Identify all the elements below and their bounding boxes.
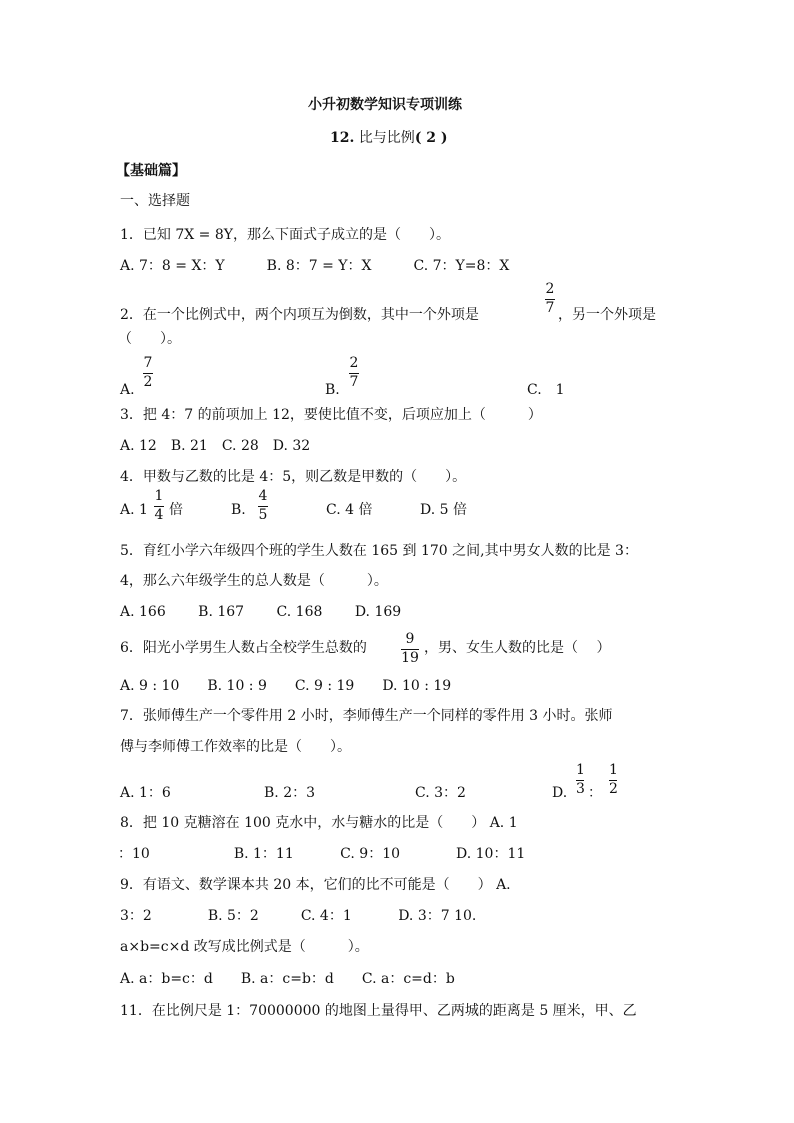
- q2-stem-b: ，另一个外项是: [558, 307, 656, 323]
- q4-optB-num: 4: [258, 488, 268, 504]
- q5-line-1: 5．育红小学六年级四个班的学生人数在 165 到 170 之间,其中男女人数的比是 3：: [120, 543, 638, 559]
- q2-frac-den: 7: [545, 300, 555, 316]
- q2-fraction: [545, 282, 555, 316]
- q4-option-a-label: A. 1: [120, 502, 148, 518]
- q4-optA-den: 4: [154, 507, 164, 523]
- q5-line-2: 4，那么六年级学生的总人数是（ ）。: [120, 573, 388, 589]
- q9-line-1: 9．有语文、数学课本共 20 本，它们的比不可能是（ ） A.: [120, 877, 511, 893]
- q2-option-a-label: A.: [120, 382, 135, 398]
- q2-option-b-fraction: [349, 356, 359, 390]
- q2-optB-den: 7: [349, 374, 359, 390]
- q7-option-b: B. 2：3: [264, 785, 316, 801]
- q7-line-2: 傅与李师傅工作效率的比是（ ）。: [120, 739, 351, 755]
- q4-option-b-label: B.: [231, 502, 246, 518]
- q2-optA-num: 7: [143, 355, 153, 371]
- q4-option-d: D. 5 倍: [420, 502, 467, 518]
- q6-frac-den: 19: [401, 650, 419, 666]
- q7-optD-f1-den: 3: [576, 781, 585, 797]
- q2-optA-den: 2: [143, 374, 153, 390]
- q9-line-2: 3：2 B. 5：2 C. 4：1 D. 3：7 10.: [120, 908, 477, 924]
- q4-option-c: C. 4 倍: [326, 502, 373, 518]
- q1-stem: 1．已知 7X = 8Y，那么下面式子成立的是（ ）。: [120, 227, 451, 243]
- q7-option-a: A. 1：6: [120, 785, 171, 801]
- q2-option-b-label: B.: [325, 382, 340, 398]
- q10-options: A. a：b=c：d B. a：c=b：d C. a：c=d：b: [120, 971, 455, 987]
- q7-option-c: C. 3：2: [415, 785, 466, 801]
- subtitle-paren: ( 2 ): [414, 130, 448, 146]
- section-label: 【基础篇】: [116, 163, 186, 179]
- q3-options: A. 12 B. 21 C. 28 D. 32: [120, 438, 311, 454]
- q2-option-a-fraction: [143, 356, 153, 390]
- page-subtitle: [330, 129, 448, 147]
- q6-stem-b: ，男、女生人数的比是（ ）: [424, 640, 611, 656]
- q2-optB-num: 2: [349, 355, 359, 371]
- q3-stem: 3．把 4：7 的前项加上 12，要使比值不变，后项应加上（ ）: [120, 407, 542, 423]
- q4-option-a-suffix: 倍: [169, 502, 183, 518]
- q7-option-d-fraction-2: [609, 763, 618, 797]
- q10-stem: a×b=c×d 改写成比例式是（ ）。: [120, 939, 369, 955]
- q6-options: A. 9 : 10 B. 10 : 9 C. 9 : 19 D. 10 : 19: [120, 678, 452, 694]
- q6-frac-num: 9: [405, 631, 415, 647]
- q1-options: A. 7：8 = X：Y B. 8：7 = Y：X C. 7：Y=8：X: [120, 258, 510, 274]
- q4-optB-den: 5: [258, 507, 268, 523]
- q8-line-1: 8．把 10 克糖溶在 100 克水中，水与糖水的比是（ ） A. 1: [120, 815, 518, 831]
- q4-option-a-fraction: [154, 489, 164, 523]
- q8-line-2: ：10 B. 1：11 C. 9：10 D. 10：11: [118, 846, 526, 862]
- q2-frac-num: 2: [545, 281, 555, 297]
- q2-stem-c: （ ）。: [118, 331, 181, 347]
- q4-optA-num: 1: [154, 488, 164, 504]
- q2-option-c: C. 1: [527, 382, 565, 398]
- q7-optD-f2-num: 1: [609, 762, 618, 778]
- q7-line-1: 7．张师傅生产一个零件用 2 小时，李师傅生产一个同样的零件用 3 小时。张师: [120, 708, 613, 724]
- q7-optD-f2-den: 2: [609, 781, 618, 797]
- q6-fraction: [401, 632, 419, 666]
- subtitle-number: 12.: [330, 130, 355, 146]
- subtitle-text: 比与比例: [358, 130, 415, 146]
- page-title: 小升初数学知识专项训练: [308, 97, 462, 113]
- q4-stem: 4．甲数与乙数的比是 4：5，则乙数是甲数的（ ）。: [120, 469, 467, 485]
- q5-options: A. 166 B. 167 C. 168 D. 169: [120, 604, 402, 620]
- q7-option-d-label: D.: [552, 785, 568, 801]
- q7-optD-f1-num: 1: [576, 762, 585, 778]
- q6-stem-a: 6．阳光小学男生人数占全校学生总数的: [120, 640, 367, 656]
- q7-option-d-fraction-1: [576, 763, 585, 797]
- section-subtitle: 一、选择题: [120, 193, 190, 209]
- q11-line-1: 11．在比例尺是 1：70000000 的地图上量得甲、乙两城的距离是 5 厘米，甲、乙: [120, 1003, 637, 1019]
- q4-option-b-fraction: [258, 489, 268, 523]
- q7-option-d-separator: ：: [588, 785, 602, 801]
- q2-stem-a: 2．在一个比例式中，两个内项互为倒数，其中一个外项是: [120, 307, 479, 323]
